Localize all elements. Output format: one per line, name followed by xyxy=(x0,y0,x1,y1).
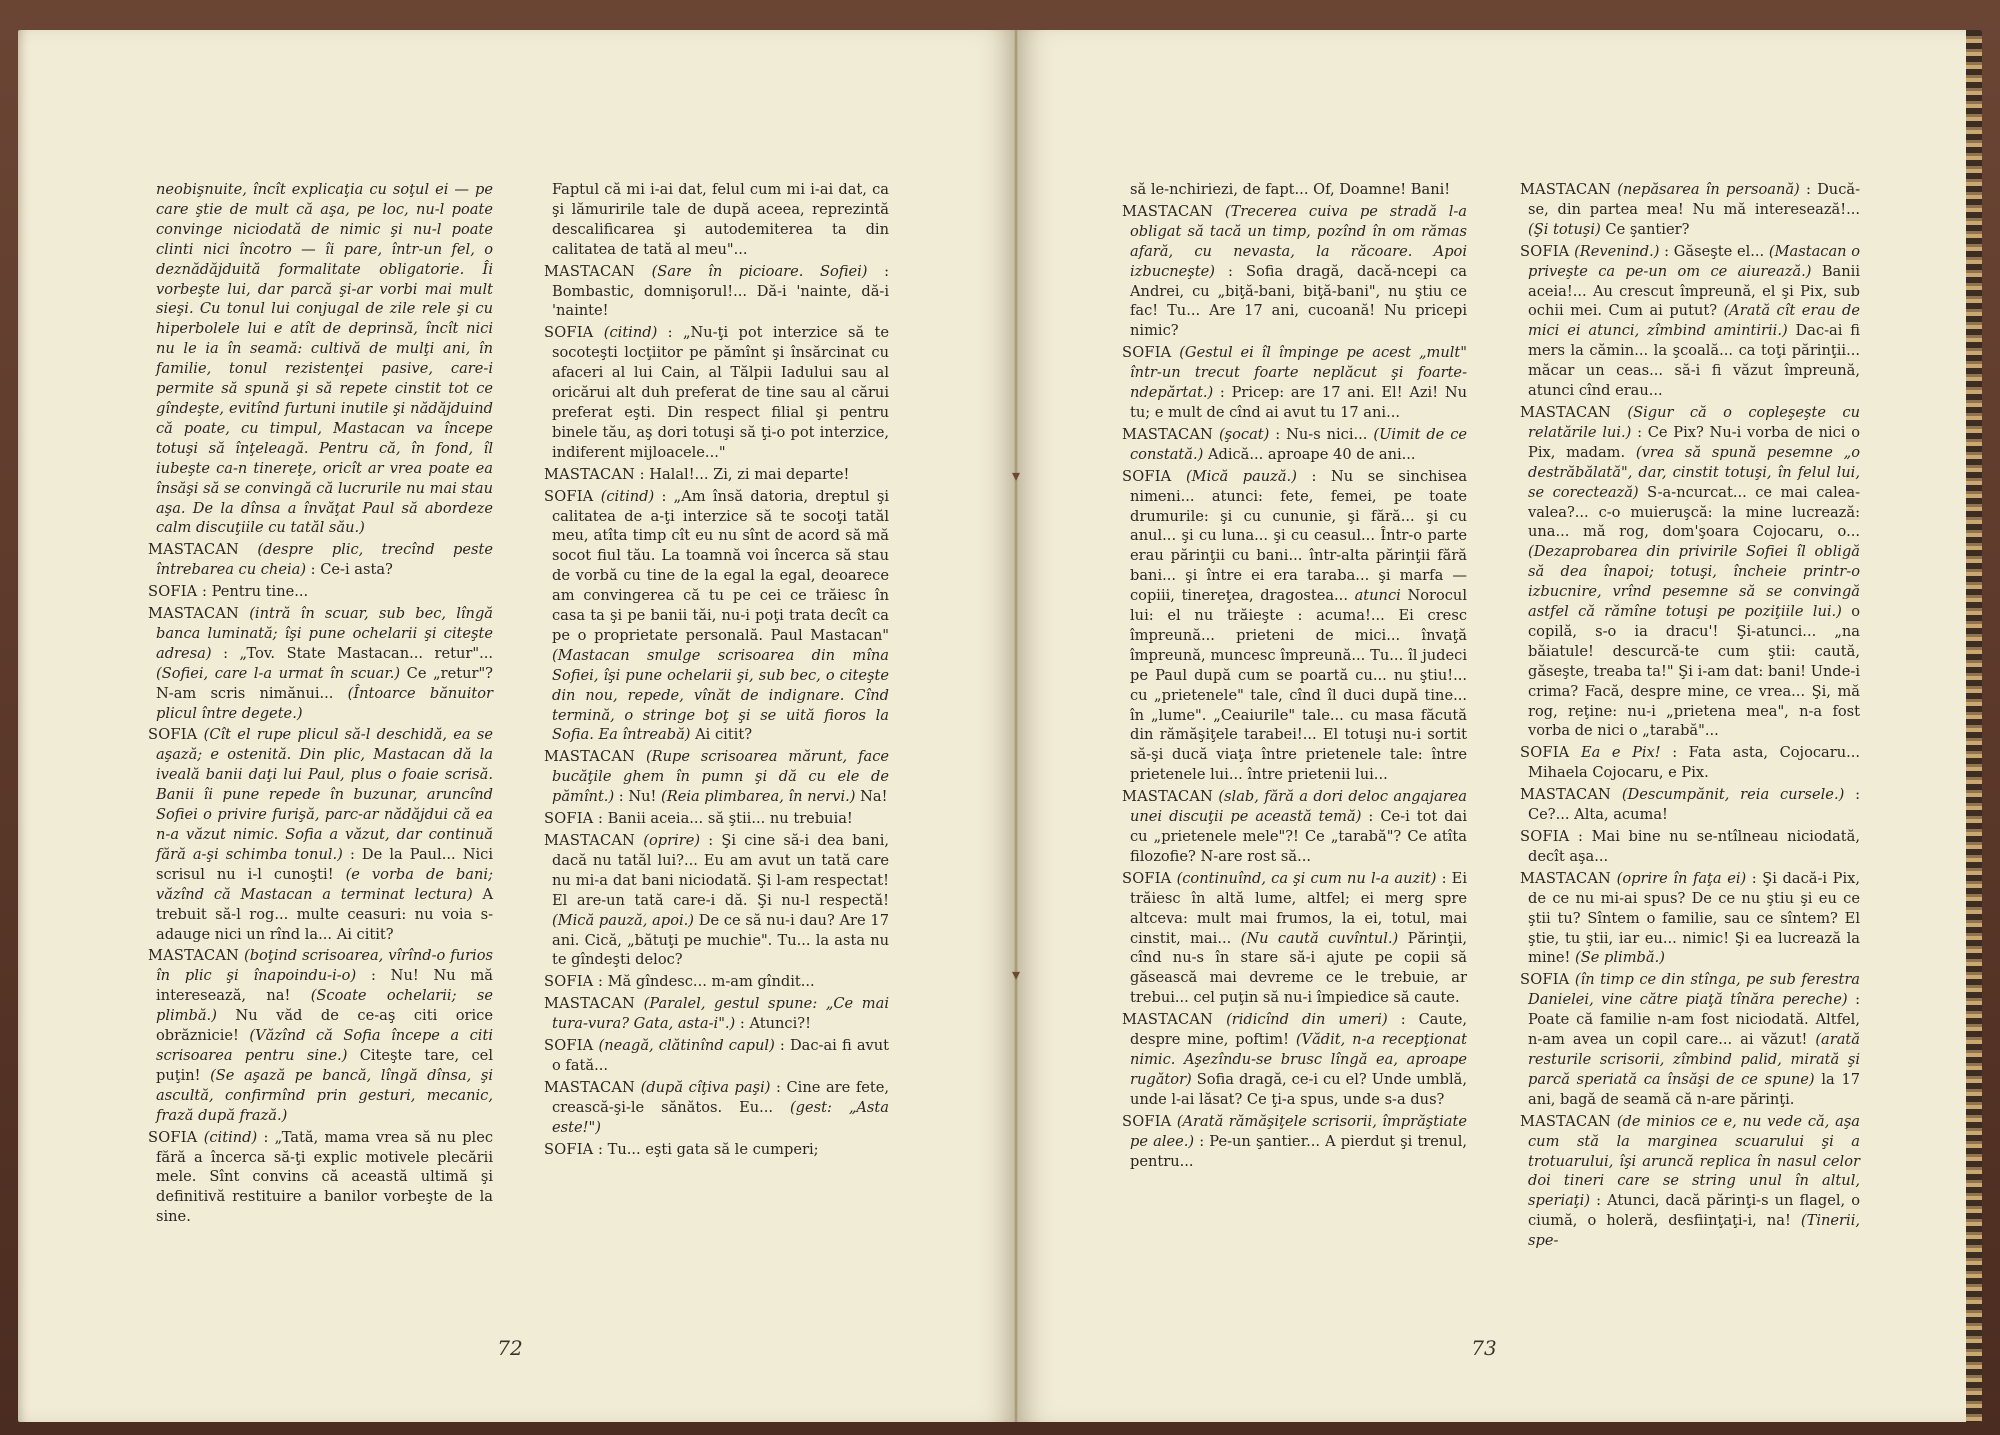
stage-direction: (Se plimbă.) xyxy=(1575,949,1665,967)
speaker-name: MASTACAN xyxy=(1520,869,1612,887)
dialogue-text: : Nu! Nu mă interesează, na! xyxy=(156,967,494,1005)
dialogue-text: : Şi cine să-i dea bani, dacă nu tatăl lui?... Eu am avut un tată care nu mi-a dat bani niciodată. Şi l-am respectat! El are-un tată care-i dă. Şi nu-l respectă! xyxy=(552,832,889,909)
dialogue-text: : Nu! xyxy=(618,788,657,806)
stage-direction: (Dezaprobarea din privirile Sofiei îl obligă să dea înapoi; totuşi, încheie printr-o izbucnire, vrînd pesemne să se convingă astfel că rămîne totuşi pe poziţiile lui.) xyxy=(1528,543,1860,621)
dialogue-text: : Sofia dragă, dacă-ncepi ca Andrei, cu „biţă-bani, biţă-bani", nu ştiu ce fac! Tu... xyxy=(1130,262,1467,320)
stage-direction: (Nu caută cuvîntul.) xyxy=(1240,929,1399,947)
stage-direction: atunci xyxy=(1354,587,1401,605)
speaker-name: SOFIA xyxy=(148,583,198,601)
speaker-name: SOFIA xyxy=(544,1140,594,1158)
stage-direction: (vrea să spună pesemne „o destrăbălată", dar, cinstit totuşi, în felul lui, se corectează) xyxy=(1528,443,1861,501)
stage-direction: neobişnuite, încît explicaţia cu soţul ei — pe care ştie de mult că aşa, pe loc, nu-l poate convinge niciodată de nimic şi nu-l poate clinti nici încotro — îi pare, într-un fel, o deznădăjduită formalitate obligatorie. Îi vorbeşte lui, dar parcă şi-ar vorbi mai mult sieşi. Cu tonul lui conjugal de zile rele şi cu hiperbolele lui e atît de deprinsă, încît nici nu le ia în seamă: cultivă de mulţi ani, în familie, tonul rezistenţei pasive, care-i permite să spună şi să repete cinstit tot ce gîndeşte, evitînd furtuni inutile şi nădăjduind că poate, cu timpul, Mastacan va începe totuşi să înţeleagă. Pentru că, în fond, îl iubeşte ca-n tinereţe, oricît ar vrea poate ea însăşi să se convingă că lucrurile nu mai stau aşa. De la dînsa a învăţat Paul să abordeze calm discuţiile cu tatăl său.) xyxy=(156,181,493,537)
dialogue-text: : Dac-ai fi avut o fată... xyxy=(552,1037,890,1074)
speaker-name: SOFIA xyxy=(1122,467,1172,485)
stage-direction: (continuînd, ca şi cum nu l-a auzit) xyxy=(1176,869,1437,887)
stage-direction: (Arată rămăşiţele scrisorii, împrăştiate pe alee.) xyxy=(1130,1112,1467,1150)
speaker-name: MASTACAN xyxy=(1520,786,1612,804)
dialogue-paragraph xyxy=(544,487,889,746)
dialogue-paragraph xyxy=(1520,827,1860,867)
dialogue-text: : Banii aceia... să ştii... nu trebuia! xyxy=(598,810,853,828)
dialogue-text: : Ei trăiesc în altă lume, altfel; ei merg spre altceva: mult mai frumos, la ei, totul, mai cinstit, mai... xyxy=(1130,869,1467,947)
dialogue-paragraph xyxy=(544,747,889,807)
stage-direction: (Sigur că o copleşeşte cu relatările lui.) xyxy=(1528,403,1860,441)
speaker-name: SOFIA xyxy=(544,324,594,342)
dialogue-text: : Atunci, dacă părinţi-s un flagel, o ciumă, o holeră, desfiinţaţi-i, na! xyxy=(1528,1192,1861,1230)
speaker-name: MASTACAN xyxy=(544,748,636,766)
speaker-name: SOFIA xyxy=(1520,242,1570,260)
dialogue-text: : „Tată, mama vrea să nu plec fără a încerca să-ţi explic motivele plecării mele. Sînt convins că această ultimă şi definitivă restituire a banilor vorbeşte de la sine. xyxy=(156,1128,494,1226)
dialogue-text: Nu văd de ce-aş citi orice obrăznicie! xyxy=(156,1007,493,1045)
dialogue-text: o copilă, s-o ia dracu'! Şi-atunci... „na băiatule! descurcă-te cum ştii: caută, găseşte, treaba ta!" Şi i-am dat: bani! xyxy=(1528,603,1860,680)
dialogue-paragraph xyxy=(544,831,889,970)
dialogue-text: Ai citit? xyxy=(336,925,394,943)
stage-direction: (gest: „Asta este!") xyxy=(552,1098,889,1136)
dialogue-paragraph xyxy=(148,180,493,538)
dialogue-text: : Pe-un şantier... A pierdut şi trenul, pentru... xyxy=(1130,1132,1468,1170)
dialogue-text: : Tu... eşti gata să le cumperi; xyxy=(598,1140,819,1158)
dialogue-text: : Ce?... Alta, acuma! xyxy=(1528,786,1861,824)
dialogue-text: : Pricep: are 17 ani. El! Azi! Nu tu; e mult de cînd ai avut tu 17 ani... xyxy=(1130,384,1467,421)
dialogue-paragraph xyxy=(148,582,493,602)
dialogue-text: De ce să nu-i dau? Are 17 ani. Cică, „bătuţi pe muchie". Tu... la asta nu te gîndeşti deloc? xyxy=(552,911,889,969)
dialogue-text: : De la Paul... Nici scrisul nu i-l cunoşti! xyxy=(156,845,493,883)
dialogue-paragraph xyxy=(1122,787,1467,867)
stage-direction: (Vădit, n-a recepţionat nimic. Aşezîndu-se brusc lîngă ea, aproape rugător) xyxy=(1130,1031,1468,1088)
stage-direction: (neagă, clătinînd capul) xyxy=(598,1037,775,1055)
dialogue-text: : Ce-i tot dai cu „prietenele mele"?! Ce „tarabă"? Ce atîta filozofie? N-are rost să... xyxy=(1130,808,1468,865)
speaker-name: SOFIA xyxy=(148,726,198,744)
speaker-name: MASTACAN xyxy=(544,995,636,1013)
dialogue-text: : „Am însă datoria, dreptul şi calitatea de a-ţi interzice să te socoţi tatăl meu, atîta timp cît eu nu sînt de acord să mă socot fiul tău. La toamnă voi încerca să stau de vorbă cu tine de la egal la egal, deoarece am convingerea că tu pe cei ce trăiesc în casa ta şi pe banii tăi, nu-i poţi trata decît ca pe o proprietate personală. Paul Mastacan" xyxy=(552,487,890,644)
dialogue-text: Faptul că mi i-ai dat, felul cum mi i-ai dat, ca şi lămuririle tale de după aceea, reprezintă descalificarea şi autodemiterea ta din calitatea de tată al meu"... xyxy=(552,181,889,258)
left-page xyxy=(18,30,1016,1422)
dialogue-text: Na! xyxy=(860,788,888,806)
dialogue-paragraph xyxy=(1520,970,1860,1109)
page-number-right: 73 xyxy=(1471,1336,1497,1360)
dialogue-paragraph xyxy=(544,1078,889,1138)
dialogue-text: : Caute, despre mine, poftim! xyxy=(1130,1011,1468,1049)
dialogue-paragraph xyxy=(148,725,493,944)
stage-direction: (Întoarce bănuitor plicul între degete.) xyxy=(156,684,493,722)
dialogue-paragraph xyxy=(1122,1010,1467,1110)
dialogue-text: Ai citit? xyxy=(695,726,753,744)
speaker-name: SOFIA xyxy=(1520,744,1570,762)
binding-stitch-icon: ▾ xyxy=(1011,965,1021,984)
dialogue-text: : Halal!... Zi, zi mai departe! xyxy=(639,465,850,483)
dialogue-paragraph xyxy=(544,972,889,992)
dialogue-text: Ce „retur"? N-am scris nimănui... xyxy=(156,664,493,702)
stage-direction: (Uimit de ce constată.) xyxy=(1130,425,1468,463)
dialogue-text: : Pentru tine... xyxy=(202,583,309,601)
speaker-name: SOFIA xyxy=(1122,869,1172,887)
stage-direction: (Şi totuşi) xyxy=(1528,220,1601,238)
stage-direction: (Trecerea cuiva pe stradă l-a obligat să tacă un timp, pozînd în om rămas afară, cu nevasta, la răcoare. Apoi izbucneşte) xyxy=(1130,202,1467,280)
stage-direction: (Gestul ei îl împinge pe acest „mult" într-un trecut foarte neplăcut şi foarte-ndepărtat.) xyxy=(1130,344,1467,402)
dialogue-paragraph xyxy=(544,1140,889,1160)
stage-direction: (şocat) xyxy=(1218,425,1270,443)
left-page-column-1 xyxy=(148,180,493,1229)
dialogue-paragraph xyxy=(1122,869,1467,1008)
speaker-name: MASTACAN xyxy=(544,262,636,280)
stage-direction: (după cîţiva paşi) xyxy=(640,1078,771,1096)
dialogue-paragraph xyxy=(544,180,889,260)
speaker-name: MASTACAN xyxy=(1520,403,1612,421)
stage-direction: (slab, fără a dori deloc angajarea unei discuţii pe această temă) xyxy=(1130,788,1468,826)
stage-direction: (Sofiei, care l-a urmat în scuar.) xyxy=(156,664,401,682)
stage-direction: (de minios ce e, nu vede că, aşa cum stă la marginea scuarului şi a trotuarului, îşi aruncă replica în nasul celor doi tineri care se string unul în altul, speriaţi) xyxy=(1528,1112,1861,1210)
stage-direction: (despre plic, trecînd peste întrebarea cu cheia) xyxy=(156,541,493,579)
speaker-name: MASTACAN xyxy=(148,605,240,623)
speaker-name: SOFIA xyxy=(1122,344,1172,362)
dialogue-text: Părinţii, cînd nu-s în stare să-i ajute pe copii să găsească mai devreme ce le trebuie, ar trebui... cel puţin să nu-i împiedice să caute. xyxy=(1130,929,1468,1007)
stage-direction: (Rupe scrisoarea mărunt, face bucăţile ghem în pumn şi dă cu ele de pămînt.) xyxy=(552,748,889,806)
speaker-name: SOFIA xyxy=(148,1128,198,1146)
dialogue-text: : Şi dacă-i Pix, de ce nu mi-ai spus? De ce nu ştiu şi eu ce ştii tu? Sîntem o familie, sau ce sîntem? El ştie, tu ştii, iar eu... nimic! Şi ea lucrează la mine! xyxy=(1528,869,1861,967)
stage-direction: (Mică pauză.) xyxy=(1185,467,1297,485)
dialogue-text: : Poate că familie n-am fost niciodată. Altfel, n-am avea un copil care... ai văzut! xyxy=(1528,991,1860,1049)
dialogue-text: : Găseşte el... xyxy=(1664,242,1765,260)
dialogue-paragraph xyxy=(1520,785,1860,825)
dialogue-paragraph xyxy=(1122,180,1467,200)
stage-direction: (Mastacan smulge scrisoarea din mîna Sofiei, îşi pune ochelarii şi, sub bec, o citeşte din nou, repede, vînăt de indignare. Cînd termină, o stringe boţ şi se uită fioros la Sofia. Ea întreabă) xyxy=(552,646,889,744)
stage-direction: (citind) xyxy=(600,487,655,505)
dialogue-paragraph xyxy=(1122,1112,1467,1172)
dialogue-text: : acuma!... Ei cresc împreună... prieteni de mici... învaţă împreună, muncesc împreună... Tu... îl judeci pe Paul după cum se poartă cu... nu ştiu!... cu „prietenele" tale, cînd îl duci după tine... în „lume". „Ceaiurile" tale... cu masa făcută din rămăşiţele tarabei!... El totuşi nu-i sortit să-şi ducă viaţa între prietenele tale: între prietenele lui... între prietenii lui... xyxy=(1130,607,1467,784)
stage-direction: (Paralel, gestul spune: „Ce mai tura-vura? Gata, asta-i".) xyxy=(552,995,889,1033)
dialogue-text: : „Tov. State Mastacan... retur"... xyxy=(223,644,494,662)
dialogue-text: : Fata asta, Cojocaru... Mihaela Cojocaru, e Pix. xyxy=(1528,744,1861,782)
binding-stitch-icon: ▾ xyxy=(1011,466,1021,485)
speaker-name: MASTACAN xyxy=(544,1078,636,1096)
stage-direction: (oprire) xyxy=(643,832,701,849)
stage-direction: (Tinerii, spe- xyxy=(1528,1212,1861,1250)
dialogue-text: A trebuit să-l rog... multe ceasuri: nu voia s-adauge nici un rînd la... xyxy=(156,885,494,943)
dialogue-paragraph xyxy=(544,323,889,462)
left-page-column-2 xyxy=(544,180,889,1162)
dialogue-text: Sofia dragă, ce-i cu el? Unde umblă, unde l-ai lăsat? Ce ţi-a spus, unde s-a dus? xyxy=(1130,1070,1468,1108)
speaker-name: SOFIA xyxy=(544,973,594,991)
stage-direction: Ea e Pix! xyxy=(1580,744,1661,762)
dialogue-text: la 17 ani, bagă de seamă că n-are părinţi. xyxy=(1528,1070,1861,1108)
speaker-name: MASTACAN xyxy=(148,541,240,559)
dialogue-paragraph xyxy=(544,994,889,1034)
stage-direction: (oprire în faţa ei) xyxy=(1616,869,1747,887)
dialogue-text: : Mai bine nu se-ntîlneau niciodată, decît aşa... xyxy=(1528,828,1861,865)
dialogue-text: : Nu-s nici... xyxy=(1275,425,1368,443)
stage-direction: (Mică pauză, apoi.) xyxy=(552,911,694,929)
next-page-edge xyxy=(1966,30,1982,1422)
stage-direction: (e vorba de bani; văzînd că Mastacan a terminat lectura) xyxy=(156,865,493,903)
dialogue-paragraph xyxy=(148,1128,493,1228)
stage-direction: (Descumpănit, reia cursele.) xyxy=(1621,786,1845,804)
dialogue-paragraph xyxy=(1122,202,1467,341)
dialogue-text: S-a-ncurcat... ce mai calea-valea?... c-o muieruşcă: la mine lucrează: una... mă rog, dom'şoara Cojocaru, o... xyxy=(1528,483,1861,541)
stage-direction: (Mastacan o priveşte ca pe-un om ce aiurează.) xyxy=(1528,242,1861,280)
dialogue-paragraph xyxy=(1520,869,1860,969)
stage-direction: (Reia plimbarea, în nervi.) xyxy=(661,788,856,806)
dialogue-text: : Atunci?! xyxy=(739,1015,811,1033)
dialogue-text: : Ducă-se, din partea mea! Nu mă interesează!... xyxy=(1528,181,1861,218)
dialogue-paragraph xyxy=(1520,743,1860,783)
speaker-name: MASTACAN xyxy=(1122,1011,1214,1029)
stage-direction: (Cît el rupe plicul să-l deschidă, ea se aşază; e ostenită. Din plic, Mastacan dă la iveală banii daţi lui Paul, plus o foaie scrisă. Banii îi pune repede în buzunar, aruncînd Sofiei o privire furişă, parc-ar nădăjdui că ea n-a văzut nimic. Sofia a văzut, dar continuă fără a-şi schimba tonul.) xyxy=(156,726,493,863)
dialogue-paragraph xyxy=(1122,467,1467,786)
stage-direction: (ridicînd din umeri) xyxy=(1226,1011,1388,1029)
speaker-name: MASTACAN xyxy=(148,947,240,965)
dialogue-text: : Nu se sinchisea nimeni... atunci: fete, femei, pe toate drumurile: şi cu cununie, şi fără... şi cu anul... şi cu luna... şi cu ceasul... Într-o parte erau părinţii cu bani... într-alta părinţii fără bani... şi între ei era taraba... şi marfa — copiii, tinereţea, dragostea... xyxy=(1130,467,1468,605)
dialogue-paragraph xyxy=(544,809,889,829)
speaker-name: SOFIA xyxy=(1520,971,1570,989)
dialogue-text: : Mă gîndesc... m-am gîndit... xyxy=(598,973,815,991)
dialogue-text: : „Nu-ţi pot interzice să te socoteşti locţiitor pe pămînt şi însărcinat cu afaceri al lui Cain, al Tălpii Iadului sau al oricărui alt duh preferat de tine sau al cărui preferat eşti. Din respect filial şi pentru binele tău, aş dori totuşi să ţi-o pot interzice, indiferent mijloacele..." xyxy=(552,324,890,461)
dialogue-paragraph xyxy=(544,465,889,485)
dialogue-paragraph xyxy=(544,262,889,322)
speaker-name: SOFIA xyxy=(544,487,594,505)
stage-direction: (Văzînd că Sofia începe a citi scrisoarea pentru sine.) xyxy=(156,1027,494,1064)
stage-direction: (citind) xyxy=(603,324,658,342)
dialogue-text: Dac-ai fi mers la cămin... la şcoală... ca toţi părinţii... măcar un ceas... să-i fi văzut împreună, atunci cînd erau... xyxy=(1528,322,1861,400)
dialogue-text: : Ce Pix? Nu-i vorba de nici o Pix, madam. xyxy=(1528,423,1861,461)
right-page-column-2 xyxy=(1520,180,1860,1253)
dialogue-paragraph xyxy=(1520,403,1860,741)
dialogue-text: : Cine are fete, crească-şi-le sănătos. Eu... xyxy=(552,1078,890,1116)
dialogue-text: Are 17 ani, cucoană! Nu pricepi nimic? xyxy=(1130,302,1467,340)
speaker-name: SOFIA xyxy=(544,1037,594,1055)
stage-direction: (Se aşază pe bancă, lîngă dînsa, şi ascultă, confirmînd prin gesturi, mecanic, frază după frază.) xyxy=(156,1066,494,1124)
dialogue-text: Ce şantier? xyxy=(1605,220,1690,238)
stage-direction: (citind) xyxy=(203,1128,258,1146)
speaker-name: MASTACAN xyxy=(1122,788,1214,806)
stage-direction: (nepăsarea în persoană) xyxy=(1617,181,1800,198)
stage-direction: (în timp ce din stînga, pe sub ferestra Danielei, vine către piaţă tînăra pereche) xyxy=(1528,971,1861,1009)
dialogue-text: Unde-i crima? Facă, despre mine, ce vrea... Şi, mă rog, reţine: nu-i „prietena mea", n-a fost vorba de nici o „tarabă"... xyxy=(1528,662,1860,740)
speaker-name: SOFIA xyxy=(1520,828,1570,845)
stage-direction: (arată resturile scrisorii, zîmbind palid, mirată şi parcă speriată ca însăşi de ce spune) xyxy=(1528,1031,1860,1088)
dialogue-text: : Ce-i asta? xyxy=(310,561,393,579)
stage-direction: (boţind scrisoarea, vîrînd-o furios în plic şi înapoindu-i-o) xyxy=(156,947,494,985)
speaker-name: MASTACAN xyxy=(1520,1112,1612,1130)
dialogue-paragraph xyxy=(148,604,493,723)
stage-direction: (Revenind.) xyxy=(1574,242,1660,260)
speaker-name: MASTACAN xyxy=(1122,202,1214,220)
dialogue-paragraph xyxy=(544,1036,889,1076)
dialogue-text: Adică... aproape 40 de ani... xyxy=(1207,445,1416,463)
dialogue-text: Banii aceia!... Au crescut împreună, el şi Pix, sub ochii mei. Cum ai putut? xyxy=(1528,262,1860,320)
dialogue-paragraph xyxy=(148,540,493,580)
speaker-name: SOFIA xyxy=(1122,1112,1172,1130)
page-number-left: 72 xyxy=(497,1336,523,1360)
dialogue-text: Norocul lui: el nu trăieşte xyxy=(1130,587,1467,625)
dialogue-paragraph xyxy=(1122,343,1467,423)
speaker-name: MASTACAN xyxy=(544,465,636,483)
stage-direction: (Scoate ochelarii; se plimbă.) xyxy=(156,987,493,1025)
speaker-name: SOFIA xyxy=(544,810,594,828)
speaker-name: MASTACAN xyxy=(1520,181,1612,198)
dialogue-paragraph xyxy=(148,946,493,1125)
stage-direction: (intră în scuar, sub bec, lîngă banca luminată; îşi pune ochelarii şi citeşte adresa) xyxy=(156,605,493,662)
dialogue-text: Citeşte tare, cel puţin! xyxy=(156,1046,493,1084)
dialogue-paragraph xyxy=(1520,1112,1860,1251)
stage-direction: (Arată cît erau de mici ei atunci, zîmbind amintirii.) xyxy=(1528,302,1860,340)
book-gutter xyxy=(1014,30,1018,1422)
dialogue-paragraph xyxy=(1520,242,1860,401)
right-page-column-1 xyxy=(1122,180,1467,1173)
stage-direction: (Sare în picioare. Sofiei) xyxy=(651,262,868,280)
dialogue-paragraph xyxy=(1520,180,1860,240)
dialogue-text: să le-nchiriezi, de fapt... Of, Doamne! Bani! xyxy=(1130,181,1451,198)
speaker-name: MASTACAN xyxy=(1122,425,1214,443)
right-page xyxy=(1016,30,1982,1422)
speaker-name: MASTACAN xyxy=(544,832,636,849)
dialogue-paragraph xyxy=(1122,425,1467,465)
dialogue-text: : Bombastic, domnişorul!... xyxy=(552,262,890,300)
dialogue-text: Dă-i 'nainte, dă-i 'nainte! xyxy=(552,282,889,320)
